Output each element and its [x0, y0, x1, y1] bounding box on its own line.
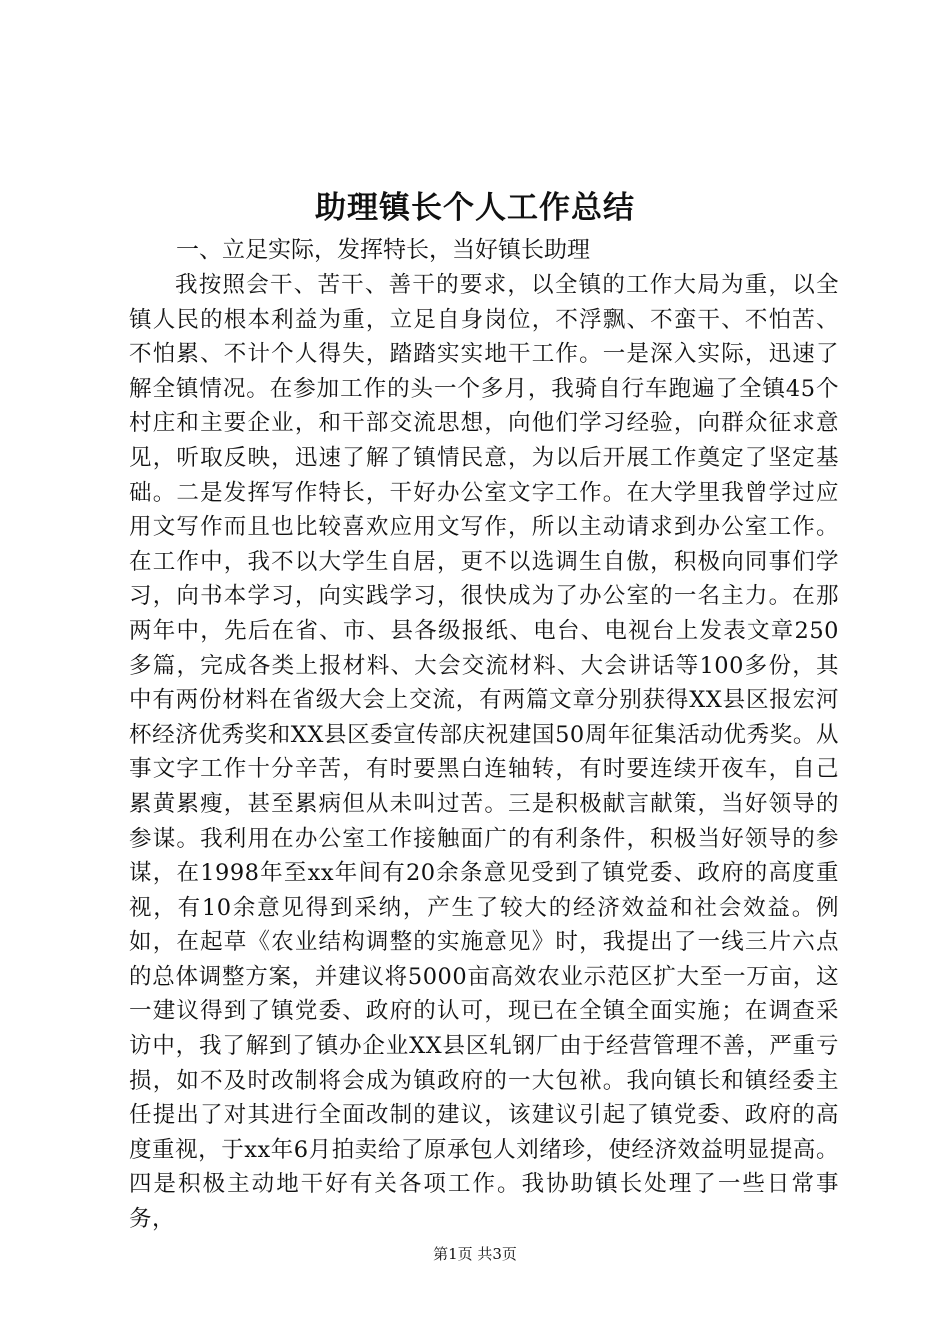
page-footer: 第1页 共3页: [433, 1245, 517, 1263]
document-title: 助理镇长个人工作总结: [315, 190, 635, 226]
body-paragraph: 我按照会干、苦干、善干的要求，以全镇的工作大局为重，以全镇人民的根本利益为重，立足自身岗位，不浮飘、不蛮干、不怕苦、不怕累、不计个人得失，踏踏实实地干工作。一是深入实际，迅速了解全镇情况。在参加工作的头一个多月，我骑自行车跑遍了全镇45个村庄和主要企业，和干部交流思想，向他们学习经验，向群众征求意见，听取反映，迅速了解了镇情民意，为以后开展工作奠定了坚定基础。二是发挥写作特长，干好办公室文字工作。在大学里我曾学过应用文写作而且也比较喜欢应用文写作，所以主动请求到办公室工作。在工作中，我不以大学生自居，更不以选调生自傲，积极向同事们学习，向书本学习，向实践学习，很快成为了办公室的一名主力。在那两年中，先后在省、市、县各级报纸、电台、电视台上发表文章250多篇，完成各类上报材料、大会交流材料、大会讲话等100多份，其中有两份材料在省级大会上交流，有两篇文章分别获得XX县区报宏河杯经济优秀奖和XX县区委宣传部庆祝建国50周年征集活动优秀奖。从事文字工作十分辛苦，有时要黑白连轴转，有时要连续开夜车，自己累黄累瘦，甚至累病但从未叫过苦。三是积极献言献策，当好领导的参谋。我利用在办公室工作接触面广的有利条件，积极当好领导的参谋，在1998年至xx年间有20余条意见受到了镇党委、政府的高度重视，有10余意见得到采纳，产生了较大的经济效益和社会效益。例如，在起草《农业结构调整的实施意见》时，我提出了一线三片六点的总体调整方案，并建议将5000亩高效农业示范区扩大至一万亩，这一建议得到了镇党委、政府的认可，现已在全镇全面实施；在调查采访中，我了解到了镇办企业XX县区轧钢厂由于经营管理不善，严重亏损，如不及时改制将会成为镇政府的一大包袱。我向镇长和镇经委主任提出了对其进行全面改制的建议，该建议引起了镇党委、政府的高度重视，于xx年6月拍卖给了原承包人刘绪珍，使经济效益明显提高。四是积极主动地干好有关各项工作。我协助镇长处理了一些日常事务，: [129, 272, 839, 1233]
section-heading: 一、立足实际，发挥特长，当好镇长助理: [176, 237, 590, 263]
